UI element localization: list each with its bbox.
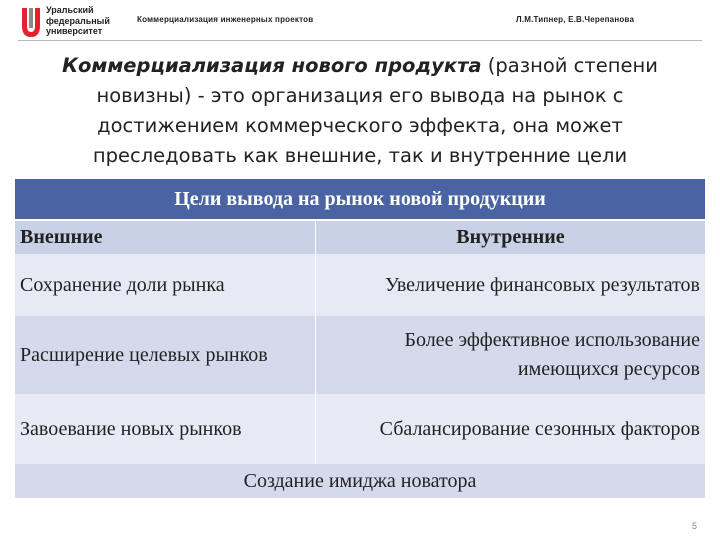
internal-goal: Сбалансирование сезонных факторов [316, 394, 706, 464]
university-logo-text [46, 5, 110, 37]
course-title: Коммерциализация инженерных проектов [137, 15, 314, 24]
goals-table [15, 179, 705, 498]
internal-goal: Более эффективное использование имеющихся ресурсов [316, 316, 706, 394]
column-header-external: Внешние [15, 220, 316, 254]
table-title-row [15, 179, 705, 220]
external-goal: Сохранение доли рынка [15, 254, 316, 316]
university-logo-icon [20, 6, 42, 40]
definition-paragraph [24, 51, 696, 171]
authors: Л.М.Типнер, Е.В.Черепанова [516, 15, 635, 24]
logo-line-3: университет [46, 26, 103, 36]
table-row [15, 316, 705, 394]
definition-term: Коммерциализация нового продукта [62, 54, 482, 77]
header-divider [18, 40, 702, 41]
table-row [15, 254, 705, 316]
internal-goal: Увеличение финансовых результатов [316, 254, 706, 316]
external-goal: Завоевание новых рынков [15, 394, 316, 464]
logo-line-1: Уральский [46, 5, 94, 15]
definition-text: (разной степени новизны) - это организация его вывода на рынок с достижением коммерческого эффекта, она может преследовать как внешние, так и внутренние цели [92, 54, 658, 167]
table-footer-row [15, 464, 705, 498]
table-title: Цели вывода на рынок новой продукции [15, 179, 705, 220]
table-column-headers [15, 220, 705, 254]
column-header-internal: Внутренние [316, 220, 706, 254]
table-row [15, 394, 705, 464]
logo-line-2: федеральный [46, 15, 110, 26]
shared-goal: Создание имиджа новатора [15, 464, 705, 498]
university-logo [20, 4, 130, 44]
page-number: 5 [691, 521, 697, 531]
external-goal: Расширение целевых рынков [15, 316, 316, 394]
